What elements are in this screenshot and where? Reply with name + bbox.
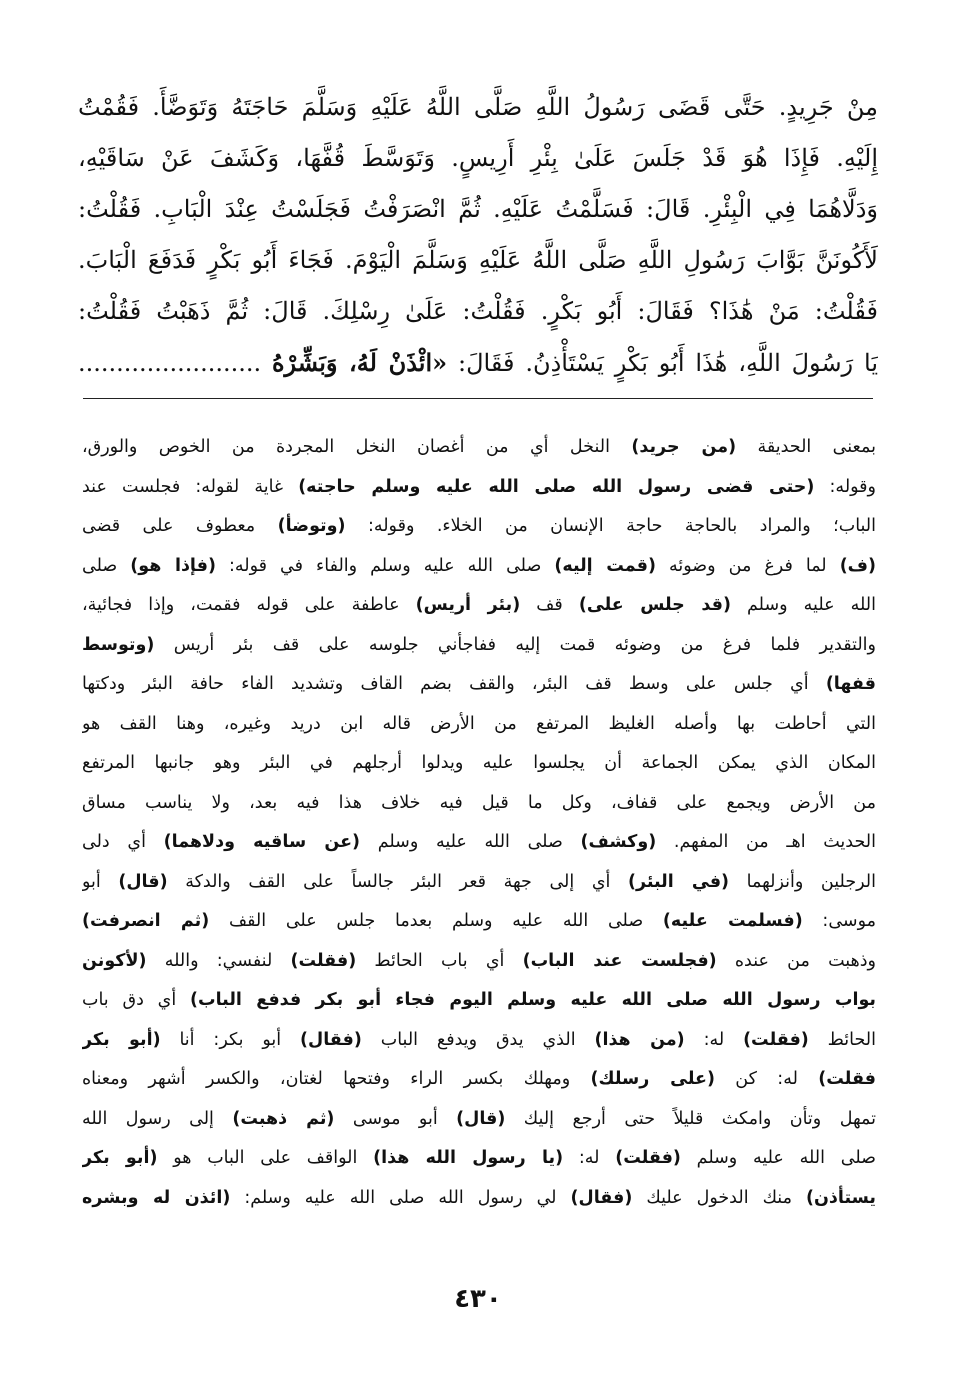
text-segment: والتقدير فلما فرغ من وضوئه قمت إليه ففاجأني جلوسه على قف بئر أريس — [154, 634, 876, 655]
commentary-line — [82, 1179, 876, 1219]
commentary-line — [82, 863, 876, 903]
text-segment: إلى رسول الله — [82, 1108, 233, 1129]
text-segment: بمعنى الحديقة — [736, 437, 876, 457]
text-segment: التي أحاطت بها وأصله الغليظ المرتفع من الأرض قاله ابن دريد وغيره، وهنا القف هو — [82, 713, 876, 734]
hadith-line: لَأَكُونَنَّ بَوَّابَ رَسُولِ اللَّهِ صَلَّى اللَّهُ عَلَيْهِ وَسَلَّمَ الْيَوْمَ. فَجَاءَ أَبُو بَكْرٍ فَدَفَعَ الْبَابَ. — [78, 246, 878, 274]
commentary-line — [82, 902, 876, 942]
quoted-term: (فقلت) — [290, 950, 357, 971]
quoted-term: (أبو بكر — [82, 1029, 161, 1050]
commentary-line — [82, 1100, 876, 1140]
text-segment: أي إلى جهة قعر البئر جالساً على القف والدكة — [167, 871, 629, 892]
quoted-term: فقلت) — [818, 1069, 876, 1089]
text-segment: غاية لقوله: فجلست عند — [82, 476, 299, 497]
text-segment: الحديث اهـ من المفهم. — [656, 832, 876, 852]
text-segment: عاطفة على قوله فقمت، وإذا فجائية، — [82, 595, 416, 615]
commentary-line — [82, 705, 876, 745]
commentary-line — [82, 744, 876, 784]
quoted-term: (قال) — [456, 1108, 506, 1129]
text-segment: أي باب الحائط — [356, 950, 523, 971]
quoted-term: (وتوسط — [82, 634, 155, 655]
text-segment: لنفسي: والله — [146, 950, 291, 971]
text-segment: لما فرغ من وضوئه — [655, 555, 840, 576]
quoted-term: (عن ساقيه ودلاهما) — [163, 832, 361, 852]
commentary-line — [82, 942, 876, 982]
commentary-line — [82, 547, 876, 587]
text-segment: الحائط — [808, 1029, 876, 1050]
text-segment: منك الدخول عليك — [632, 1187, 806, 1208]
quoted-term: (على رسلك) — [590, 1069, 715, 1089]
hadith-bold-quote: «ائْذَنْ لَهُ، وَبَشِّرْهُ — [271, 348, 448, 377]
text-segment: أبو — [82, 871, 119, 892]
quoted-term: (فقلت) — [615, 1148, 681, 1168]
text-segment: الذي يدق ويدفع الباب — [361, 1029, 595, 1050]
page-number: ٤٣٠ — [454, 1284, 502, 1314]
text-segment: أي دلى — [82, 832, 164, 852]
text-segment: أي جلس على وسط قف البئر، والقف بضم القاف وتشديد الفاء حافة البئر ودكتها — [82, 674, 826, 694]
quoted-term: (قد جلس على) — [578, 595, 731, 615]
text-segment: أي دق باب — [82, 990, 191, 1010]
text-segment: موسى: — [802, 911, 876, 931]
quoted-term: (فسلمت عليه) — [662, 911, 803, 931]
quoted-term: (بئر أريس) — [415, 595, 521, 615]
commentary-text — [82, 428, 876, 1218]
commentary-line — [82, 1139, 876, 1179]
quoted-term: (من جريد) — [631, 437, 737, 457]
commentary-line — [82, 586, 876, 626]
commentary-line — [82, 507, 876, 547]
hadith-text-segment: يَا رَسُولَ اللَّهِ، هَٰذَا أَبُو بَكْرٍ يَسْتَأْذِنُ. فَقَالَ: — [447, 349, 878, 377]
quoted-term: (لأكونن — [82, 950, 147, 971]
text-segment: الباب؛ والمراد بالحاجة حاجة الإنسان من الخلاء. وقوله: — [345, 516, 876, 536]
commentary-line — [82, 665, 876, 705]
text-segment: المكان الذي يمكن الجماعة أن يجلسوا عليه ويدلوا أرجلهم في البئر وهو جانبها المرتفع — [82, 753, 876, 773]
quoted-term: (أبو بكر — [82, 1148, 158, 1168]
quoted-term: (ف) — [839, 555, 876, 576]
quoted-term: (حتى قضى رسول الله صلى الله عليه وسلم حاجته) — [298, 476, 815, 497]
commentary-line — [82, 626, 876, 666]
hadith-text — [78, 82, 878, 388]
text-segment: تمهل وتأن وامكث قليلاً حتى أرجع إليك — [505, 1108, 876, 1129]
text-segment: صلى الله عليه وسلم — [680, 1148, 876, 1168]
text-segment: صلى — [82, 555, 131, 576]
hadith-line: إِلَيْهِ. فَإِذَا هُوَ قَدْ جَلَسَ عَلَىٰ بِئْرِ أَرِيسٍ. وَتَوَسَّطَ قُفَّهَا، وَكَشَفَ عَنْ سَاقَيْهِ، — [78, 144, 878, 172]
quoted-term: (ثم ذهبت) — [232, 1108, 335, 1129]
quoted-term: (فقلت) — [743, 1029, 809, 1050]
text-segment: الواقف على الباب هو — [157, 1148, 374, 1168]
text-segment: أبو موسى — [334, 1108, 457, 1129]
text-segment: له: — [684, 1029, 744, 1050]
quoted-term: (قال) — [118, 871, 168, 892]
quoted-term: (ائذن له وبشره — [82, 1187, 231, 1208]
quoted-term: (من هذا) — [594, 1029, 685, 1050]
text-segment: صلى الله عليه وسلم — [360, 832, 581, 852]
quoted-term: يستأذن) — [805, 1187, 876, 1208]
quoted-term: (وكشف) — [580, 832, 657, 852]
hadith-line: فَقُلْتُ: مَنْ هَٰذَا؟ فَقَالَ: أَبُو بَكْرٍ. فَقُلْتُ: عَلَىٰ رِسْلِكَ. قَالَ: ثُمَّ ذَهَبْتُ فَقُلْتُ: — [78, 297, 878, 325]
quoted-term: قفها) — [825, 674, 876, 694]
text-segment: صلى الله عليه وسلم بعدما جلس على القف — [209, 911, 663, 931]
text-segment: أبو بكر: أنا — [160, 1029, 301, 1050]
hadith-line: مِنْ جَرِيدٍ. حَتَّى قَضَى رَسُولُ اللَّهِ صَلَّى اللَّهُ عَلَيْهِ وَسَلَّمَ حَاجَتَهُ وَتَوَضَّأَ. فَقُمْتُ — [78, 93, 878, 121]
text-segment: له: كن — [714, 1069, 819, 1089]
quoted-term: (فقال) — [300, 1029, 362, 1050]
text-segment: وقوله: — [814, 476, 876, 497]
text-segment: معطوف على قضى — [82, 516, 278, 536]
quoted-term: (في البئر) — [628, 871, 730, 892]
quoted-term: (قمت إليه) — [554, 555, 656, 576]
text-segment: ومهلك بكسر الراء وفتحها لغتان، والكسر أشهر ومعناه — [82, 1069, 591, 1089]
text-segment: النخل أي من أغصان النخل المجردة من الخوص والورق، — [82, 437, 632, 457]
commentary-line — [82, 468, 876, 508]
commentary-line — [82, 823, 876, 863]
hadith-line: وَدَلَّاهُمَا فِي الْبِئْرِ. قَالَ: فَسَلَّمْتُ عَلَيْهِ. ثُمَّ انْصَرَفْتُ فَجَلَسْتُ عِنْدَ الْبَابِ. فَقُلْتُ: — [78, 195, 878, 223]
text-segment: الله عليه وسلم — [730, 595, 876, 615]
quoted-term: (ثم انصرفت) — [82, 911, 210, 931]
hadith-line — [78, 337, 878, 388]
footnote-divider — [83, 398, 873, 399]
text-segment: وذهبت من عنده — [716, 950, 876, 971]
quoted-term: (يا رسول الله هذا) — [373, 1148, 564, 1168]
quoted-term: (وتوضأ) — [277, 516, 346, 536]
commentary-line — [82, 784, 876, 824]
quoted-term: (فقال) — [570, 1187, 633, 1208]
quoted-term: (فإذا هو) — [130, 555, 216, 576]
quoted-term: (فجلست عند الباب) — [522, 950, 717, 971]
text-segment: من الأرض ويجمع على قفاف، وكل ما قيل فيه خلاف هذا فيه بعد، ولا يناسب مساق — [82, 792, 876, 813]
text-segment: له: — [563, 1148, 616, 1168]
text-segment: الرجلين وأنزلهما — [729, 871, 876, 892]
commentary-line — [82, 1060, 876, 1100]
text-segment: لي رسول الله صلى الله عليه وسلم: — [230, 1187, 571, 1208]
text-segment: صلى الله عليه وسلم والفاء في قوله: — [215, 555, 555, 576]
commentary-line — [82, 428, 876, 468]
quoted-term: بواب رسول الله صلى الله عليه وسلم اليوم فجاء أبو بكر فدفع الباب) — [190, 990, 876, 1010]
text-segment: قف — [520, 595, 579, 615]
commentary-line — [82, 1021, 876, 1061]
commentary-line — [82, 981, 876, 1021]
hadith-ellipsis: ........................ — [78, 349, 272, 377]
